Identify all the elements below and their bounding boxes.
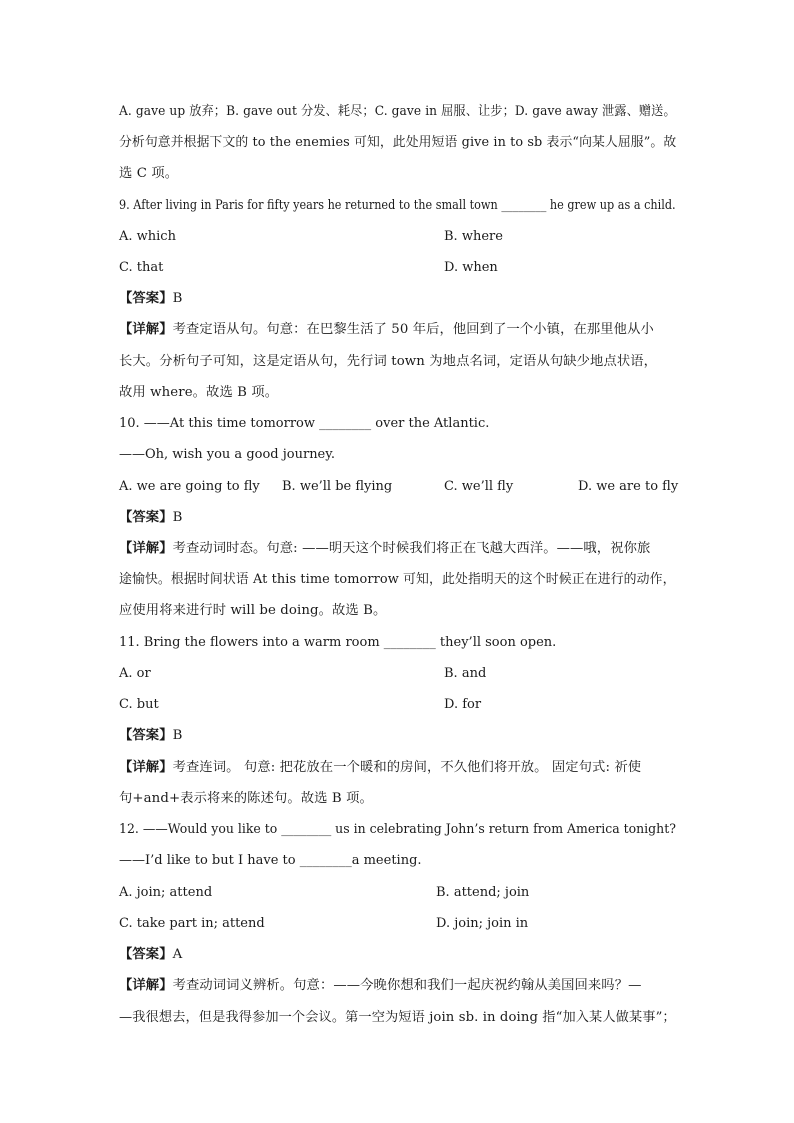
q10-detail-line-2: 途愉快。根据时间状语 At this time tomorrow 可知，此处指明天的这个时候正在进行的动作，	[119, 572, 676, 587]
q11-answer-line	[119, 728, 182, 744]
q12-detail-line-1	[119, 978, 641, 994]
q8-detail-line-1: A. gave up 放弃；B. gave out 分发、耗尽；C. gave in 屈服、让步；D. gave away 泄露、赠送。	[119, 104, 676, 119]
q10-answer-value: B	[172, 510, 183, 525]
detail-label: 【详解】	[119, 978, 173, 993]
detail-label: 【详解】	[119, 322, 173, 337]
question-12-line-1: 12. ——Would you like to ________ us in celebrating John’s return from America tonight?	[119, 822, 676, 837]
q11-option-b: B. and	[444, 666, 487, 681]
q10-option-c: C. we’ll fly	[444, 479, 514, 494]
q8-detail-line-3: 选 C 项。	[119, 166, 179, 181]
answer-label: 【答案】	[119, 510, 173, 525]
q10-detail-line-1	[119, 541, 650, 557]
q11-detail-text-1: 考查连词。 句意: 把花放在一个暖和的房间，不久他们将开放。 固定句式: 祈使	[172, 760, 642, 775]
q8-detail-line-2: 分析句意并根据下文的 to the enemies 可知，此处用短语 give in to sb 表示“向某人屈服”。故	[119, 135, 677, 150]
detail-label: 【详解】	[119, 541, 173, 556]
detail-label: 【详解】	[119, 760, 173, 775]
q9-option-d: D. when	[444, 260, 498, 275]
q11-option-c: C. but	[119, 697, 159, 712]
q11-detail-line-1	[119, 760, 641, 776]
q11-option-d: D. for	[444, 697, 482, 712]
q9-option-b: B. where	[444, 229, 503, 244]
question-12-line-2: ——I’d like to but I have to ________a meeting.	[119, 853, 422, 868]
answer-label: 【答案】	[119, 291, 173, 306]
q9-detail-text-1: 考查定语从句。句意：在巴黎生活了 50 年后，他回到了一个小镇，在那里他从小	[172, 322, 654, 337]
q11-option-a: A. or	[119, 666, 151, 681]
question-9-stem: 9. After living in Paris for fifty years he returned to the small town ________ he grew up as a child.	[119, 198, 676, 213]
q12-option-a: A. join; attend	[119, 885, 213, 900]
q9-detail-line-3: 故用 where。故选 B 项。	[119, 385, 279, 400]
q10-answer-line	[119, 510, 182, 526]
q9-answer-value: B	[172, 291, 183, 306]
question-10-line-2: ——Oh, wish you a good journey.	[119, 447, 336, 462]
q12-option-c: C. take part in; attend	[119, 916, 265, 931]
q10-option-b: B. we’ll be flying	[282, 479, 393, 494]
q9-answer-line	[119, 291, 182, 307]
q12-detail-text-1: 考查动词词义辨析。句意：——今晚你想和我们一起庆祝约翰从美国回来吗？—	[172, 978, 642, 993]
q9-option-c: C. that	[119, 260, 164, 275]
q12-detail-line-2: —我很想去，但是我得参加一个会议。第一空为短语 join sb. in doing 指“加入某人做某事”；	[119, 1010, 676, 1025]
q10-option-a: A. we are going to fly	[119, 479, 260, 494]
q9-detail-line-2: 长大。分析句子可知，这是定语从句，先行词 town 为地点名词，定语从句缺少地点状语，	[119, 354, 658, 369]
q10-detail-text-1: 考查动词时态。句意: ——明天这个时候我们将正在飞越大西洋。——哦，祝你旅	[172, 541, 651, 556]
q9-detail-line-1	[119, 322, 654, 338]
question-10-line-1: 10. ——At this time tomorrow ________ over the Atlantic.	[119, 416, 490, 431]
q11-detail-line-2: 句+and+表示将来的陈述句。故选 B 项。	[119, 791, 373, 806]
q9-option-a: A. which	[119, 229, 176, 244]
q12-option-b: B. attend; join	[436, 885, 530, 900]
answer-label: 【答案】	[119, 947, 173, 962]
q10-option-d: D. we are to fly	[578, 479, 679, 494]
answer-label: 【答案】	[119, 728, 173, 743]
q12-option-d: D. join; join in	[436, 916, 529, 931]
q11-answer-value: B	[172, 728, 183, 743]
question-11-stem: 11. Bring the flowers into a warm room ________ they’ll soon open.	[119, 635, 557, 650]
q10-detail-line-3: 应使用将来进行时 will be doing。故选 B。	[119, 603, 387, 618]
q12-answer-line	[119, 947, 182, 963]
q12-answer-value: A	[172, 947, 183, 962]
